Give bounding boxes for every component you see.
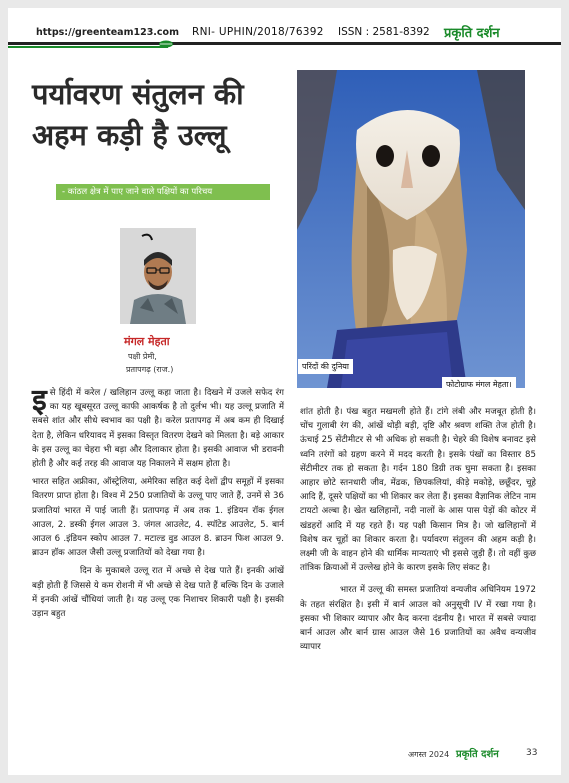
- magazine-logo: प्रकृति दर्शन: [444, 26, 500, 41]
- header-rni: RNI- UPHIN/2018/76392: [192, 26, 324, 38]
- header-rule: [8, 42, 561, 45]
- article-column-1: [32, 383, 284, 621]
- photo-caption-left: परिंदों की दुनिया: [298, 359, 353, 374]
- author-photo: [120, 228, 196, 324]
- drop-cap: इ: [32, 383, 47, 418]
- owl-photo: [297, 70, 525, 388]
- header-green-rule: [8, 46, 168, 48]
- author-name: मंगल मेहता: [124, 335, 170, 348]
- paragraph: शांत होती है। पंख बहुत मखमली होते हैं। टांगे लंबी और मजबूत होती है। चोंच गुलाबी रंग की, आंखें थोड़ी बड़ी, दृष्टि और श्रवण शक्ति तेज होती है। ऊंचाई 25 सेंटीमीटर से भी अधिक हो सकती है। चेहरे की विशेष बनावट इसे ध्वनि तरंगों को ग्रहण करने में मदद करती है। इसके पंखों का विस्तार 85 सेंटीमीटर तक हो सकता है। गर्दन 180 डिग्री तक घुमा सकता है। इसका आहार छोटे स्तनधारी जीव, मेंढक, छिपकलियां, कीड़े मकोड़े, छछूँदर, चूहे आदि हैं, दूसरे पक्षियों का भी शिकार कर लेता हैं। इसका वैज्ञानिक लेटिन नाम टायटो अल्बा है। खेत खलिहानों, नदी नालों के आस पास पेड़ों की कोटर में खंडहरों आदि में यह रहते हैं। यह पक्षी किसान मित्र है। जो खलिहानों में विशेष कर चूहों का शिकार करता है। पर्यावरण संतुलन की अहम कड़ी है। लक्ष्मी जी के वाहन होने की धार्मिक मान्यताएं भी इससे जुड़ी हैं। तो वहीं कुछ तांत्रिक क्रियाओं में उल्लेख होने के कारण इसके लिए संकट है।: [300, 407, 536, 574]
- footer-logo: प्रकृति दर्शन: [456, 749, 499, 760]
- paragraph: भारत में उल्लू की समस्त प्रजातियां वन्यजीव अधिनियम 1972 के तहत संरक्षित है। इसी में बार्न आउल को अनुसूची IV में रखा गया है। इसका भी शिकार व्यापार और कैद करना दंडनीय है। भारत में सबसे ज्यादा बार्न आउल और बार्न ग्रास आउल जैसे 16 प्रजातियों का अवैध वन्यजीव व्यापार: [300, 585, 536, 653]
- paragraph: से हिंदी में करेल / खलिहान उल्लू कहा जाता है। दिखने में उजले सफेद रंग का यह खूबसूरत उल्लू काफी आकर्षक है तो दुर्लभ भी। यह उल्लू प्रजाति में सबसे शांत और सीधे स्वभाव का पक्षी है। करेल प्रतापगढ़ में अब कम ही दिखाई देता है, लेकिन धरियावद में इसका विस्तृत वितरण देखने को मिलता है। बड़े आकार के इस उल्लू का चेहरा भी बड़ा और दिलाकार होता है। इसकी आवाज भी डरावनी होती है और कई तरह की आवाज यह निकालने में सक्षम होता है।: [32, 388, 284, 470]
- article-title: पर्यावरण संतुलन की अहम कड़ी है उल्लू: [32, 77, 244, 152]
- paragraph: दिन के मुकाबले उल्लू रात में अच्छे से देख पाते हैं। इनकी आंखें बड़ी होती हैं जिससे ये कम रोशनी में भी अच्छे से देख पाते हैं बल्कि दिन के उजाले में इनकी आंखें चौंधियां जाती है। यह उल्लू एक निशाचर शिकारी पक्षी है। इसकी उड़ान बहुत: [32, 566, 284, 620]
- page-number: 33: [526, 748, 538, 758]
- article-subtitle: - कांठल क्षेत्र में पाए जाने वाले पक्षियों का परिचय: [56, 184, 270, 200]
- article-column-2: [300, 405, 536, 654]
- author-place: प्रतापगढ़ (राज.): [126, 365, 174, 374]
- author-role: पक्षी प्रेमी,: [128, 352, 157, 361]
- page-header: [8, 8, 561, 48]
- leaf-icon: [158, 39, 174, 49]
- footer-date: अगस्त 2024: [408, 750, 450, 759]
- header-issn: ISSN : 2581-8392: [338, 26, 430, 38]
- header-url[interactable]: https://greenteam123.com: [36, 27, 179, 38]
- paragraph: भारत सहित अफ्रीका, ऑस्ट्रेलिया, अमेरिका सहित कई देशों द्वीप समूहों में इसका वितरण प्राप्त होता है। विश्व में 250 प्रजातियों के उल्लू पाए जाते हैं, उनमें से 36 प्रजातियां भारत में पाई जाती हैं। प्रतापगढ़ में अब तक 1. इंडियन रॉक ईगल आउल, 2. डस्की ईगल आउल 3. जंगल आउलेट, 4. स्पॉटेड आउलेट, 5. बार्न आउल 6 .इंडियन स्कोप आउल 7. मटाल्ड वुड आउल 8. ब्राउन फिश आउल 9. ब्राउन हॉक आउल जैसी उल्लू प्रजातियों को देखा गया है।: [32, 477, 284, 559]
- magazine-page: [8, 8, 561, 775]
- photo-caption-right: फोटोग्राफ मंगल मेहता।: [442, 377, 516, 392]
